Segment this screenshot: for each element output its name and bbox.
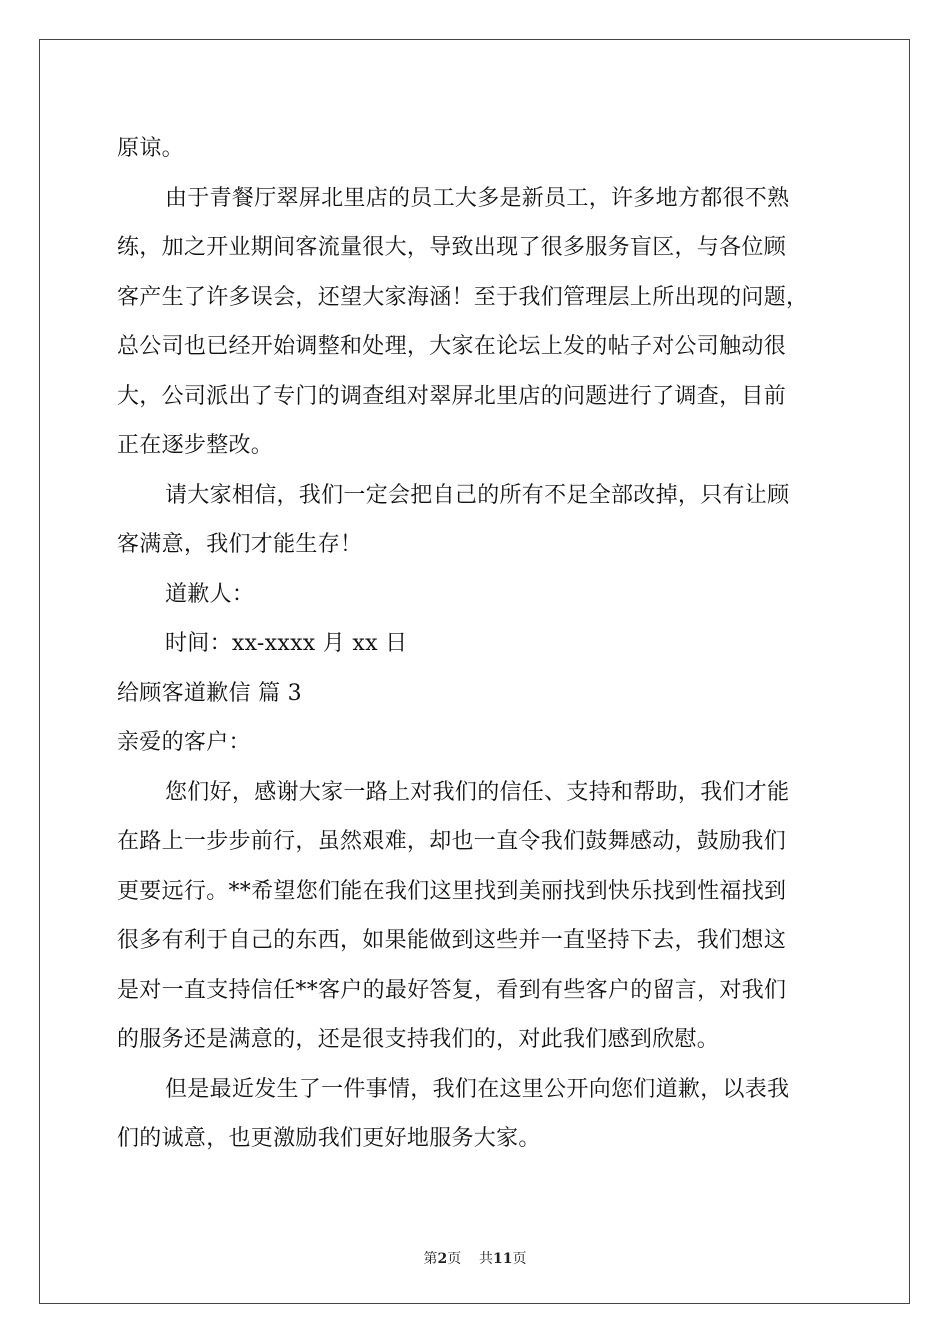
section-heading: 给顾客道歉信 篇 3 — [117, 680, 302, 706]
text-line: 的服务还是满意的，还是很支持我们的，对此我们感到欣慰。 — [117, 1027, 720, 1052]
text-line: 正在逐步整改。 — [117, 433, 274, 458]
text-line: 客满意，我们才能生存！ — [117, 532, 363, 557]
text-line: 客产生了许多误会，还望大家海涵！至于我们管理层上所出现的问题， — [117, 284, 809, 310]
text-line: 但是最近发生了一件事情，我们在这里公开向您们道歉，以表我 — [165, 1076, 790, 1102]
total-prefix: 共 — [479, 1251, 494, 1267]
page-total: 11 — [493, 1251, 513, 1267]
text-line: 在路上一步步前行，虽然艰难，却也一直令我们鼓舞感动，鼓励我们 — [117, 829, 787, 854]
page-prefix: 第 — [423, 1251, 438, 1267]
text-line: 练，加之开业期间客流量很大，导致出现了很多服务盲区，与各位顾 — [117, 235, 787, 260]
text-line: 总公司也已经开始调整和处理，大家在论坛上发的帖子对公司触动很 — [117, 334, 787, 359]
text-line: 您们好，感谢大家一路上对我们的信任、支持和帮助，我们才能 — [165, 779, 790, 805]
page-suffix: 页 — [447, 1251, 462, 1267]
text-line: 们的诚意，也更激励我们更好地服务大家。 — [117, 1126, 541, 1151]
text-line: 大，公司派出了专门的调查组对翠屏北里店的问题进行了调查，目前 — [117, 383, 787, 409]
signature-label: 道歉人： — [165, 581, 255, 607]
text-line: 是对一直支持信任**客户的最好答复，看到有些客户的留言，对我们 — [117, 977, 787, 1003]
text-line: 由于青餐厅翠屏北里店的员工大多是新员工，许多地方都很不熟 — [165, 185, 790, 211]
document-body — [117, 124, 837, 1164]
text-line: 原谅。 — [117, 136, 184, 161]
page-number: 2 — [437, 1251, 448, 1267]
salutation: 亲爱的客户： — [117, 730, 251, 755]
text-line: 更要远行。**希望您们能在我们这里找到美丽找到快乐找到性福找到 — [117, 878, 787, 904]
total-suffix: 页 — [512, 1251, 527, 1267]
date-line: 时间：xx-xxxx 月 xx 日 — [165, 631, 408, 656]
text-line: 很多有利于自己的东西，如果能做到这些并一直坚持下去，我们想这 — [117, 928, 787, 953]
page-footer — [0, 1248, 950, 1268]
text-line: 请大家相信，我们一定会把自己的所有不足全部改掉，只有让顾 — [165, 482, 790, 508]
